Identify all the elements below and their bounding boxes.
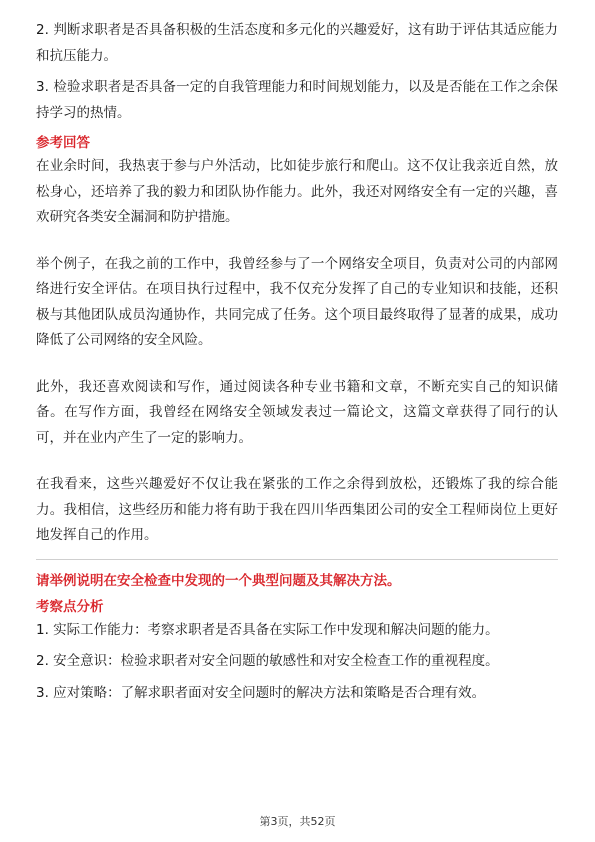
analysis-item-1: 1. 实际工作能力：考察求职者是否具备在实际工作中发现和解决问题的能力。 [36,621,499,638]
criteria-item-2: 2. 判断求职者是否具备积极的生活态度和多元化的兴趣爱好，这有助于评估其适应能力和抗压能力。 [36,22,558,64]
section-divider [36,559,558,560]
answer-paragraph-3: 此外，我还喜欢阅读和写作，通过阅读各种专业书籍和文章，不断充实自己的知识储备。在写作方面，我曾经在网络安全领域发表过一篇论文，这篇文章获得了同行的认可，并在业内产生了一定的影响力。 [36,378,558,446]
page-footer: 第3页，共52页 [259,815,336,828]
answer-paragraph-4: 在我看来，这些兴趣爱好不仅让我在紧张的工作之余得到放松，还锻炼了我的综合能力。我相信，这些经历和能力将有助于我在四川华西集团公司的安全工程师岗位上更好地发挥自己的作用。 [36,476,558,543]
answer-paragraph-2: 举个例子，在我之前的工作中，我曾经参与了一个网络安全项目，负责对公司的内部网络进行安全评估。在项目执行过程中，我不仅充分发挥了自己的专业知识和技能，还积极与其他团队成员沟通协作，共同完成了任务。这个项目最终取得了显著的成果，成功降低了公司网络的安全风险。 [36,255,558,348]
answer-heading: 参考回答 [36,135,90,151]
document-page [36,18,558,712]
question-heading: 请举例说明在安全检查中发现的一个典型问题及其解决方法。 [36,572,401,589]
analysis-item-3: 3. 应对策略：了解求职者面对安全问题时的解决方法和策略是否合理有效。 [36,684,486,701]
analysis-heading: 考察点分析 [36,598,104,615]
criteria-item-3: 3. 检验求职者是否具备一定的自我管理能力和时间规划能力，以及是否能在工作之余保持学习的热情。 [36,79,558,121]
analysis-item-2: 2. 安全意识：检验求职者对安全问题的敏感性和对安全检查工作的重视程度。 [36,653,499,669]
answer-paragraph-1: 在业余时间，我热衷于参与户外活动，比如徒步旅行和爬山。这不仅让我亲近自然，放松身心，还培养了我的毅力和团队协作能力。此外，我还对网络安全有一定的兴趣，喜欢研究各类安全漏洞和防护措施。 [36,158,558,225]
